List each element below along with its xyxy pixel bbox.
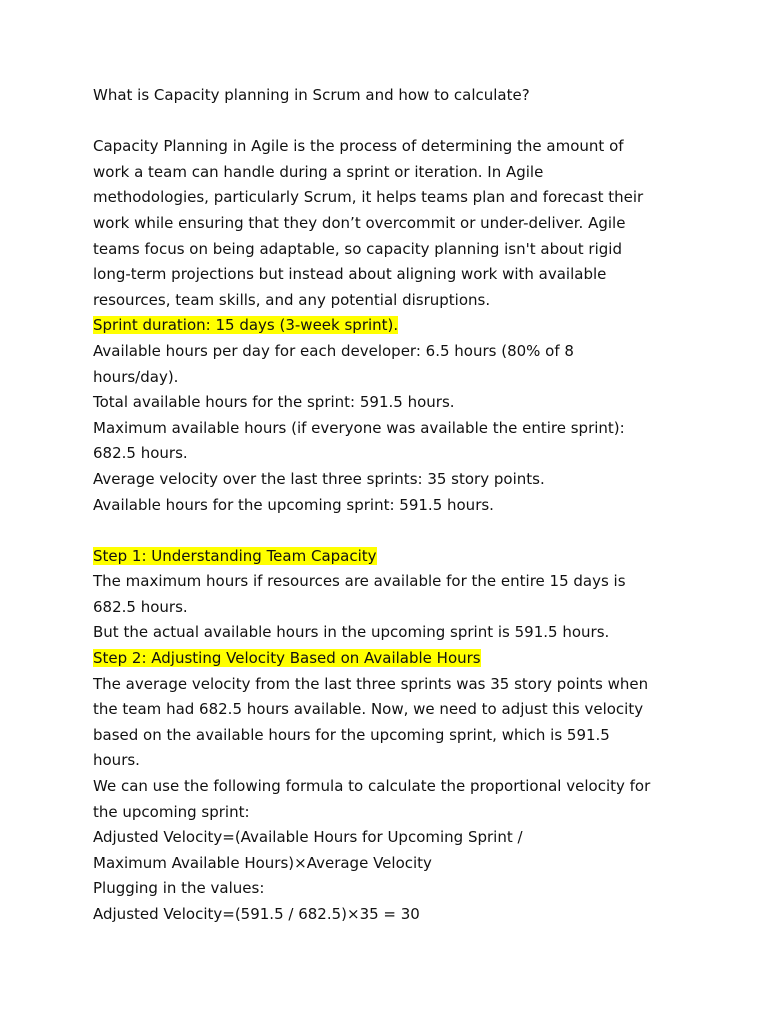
fact-line: 682.5 hours. bbox=[93, 444, 188, 463]
step2-line: the upcoming sprint: bbox=[93, 802, 250, 821]
step2-heading: Step 2: Adjusting Velocity Based on Available Hours bbox=[93, 649, 481, 668]
step1-body bbox=[93, 569, 693, 646]
step2-line: The average velocity from the last three sprints was 35 story points when bbox=[93, 674, 649, 693]
step1-line: 682.5 hours. bbox=[93, 597, 188, 616]
sprint-duration-line bbox=[93, 313, 693, 339]
fact-line: hours/day). bbox=[93, 367, 179, 386]
intro-line: Capacity Planning in Agile is the process of determining the amount of bbox=[93, 137, 624, 156]
fact-line: Available hours for the upcoming sprint: 591.5 hours. bbox=[93, 495, 494, 514]
step2-line: We can use the following formula to calculate the proportional velocity for bbox=[93, 777, 651, 796]
fact-line: Average velocity over the last three sprints: 35 story points. bbox=[93, 469, 545, 488]
formula-line: Adjusted Velocity=(Available Hours for Upcoming Sprint / bbox=[93, 828, 523, 847]
formula-result-line: Adjusted Velocity=(591.5 / 682.5)×35 = 30 bbox=[93, 905, 420, 923]
step2-line: hours. bbox=[93, 751, 140, 770]
intro-line: long-term projections but instead about aligning work with available bbox=[93, 265, 607, 284]
blank-line bbox=[93, 109, 693, 135]
step2-heading-line bbox=[93, 646, 693, 672]
step1-heading-line bbox=[93, 544, 693, 570]
step2-line: based on the available hours for the upcoming sprint, which is 591.5 bbox=[93, 725, 610, 744]
intro-paragraph bbox=[93, 134, 693, 313]
step1-line: The maximum hours if resources are available for the entire 15 days is bbox=[93, 572, 626, 591]
sprint-facts bbox=[93, 339, 693, 518]
sprint-duration-highlight: Sprint duration: 15 days (3-week sprint). bbox=[93, 316, 399, 335]
intro-line: work a team can handle during a sprint or iteration. In Agile bbox=[93, 162, 544, 181]
fact-line: Total available hours for the sprint: 591.5 hours. bbox=[93, 393, 455, 412]
blank-line bbox=[93, 518, 693, 544]
step1-line: But the actual available hours in the upcoming sprint is 591.5 hours. bbox=[93, 623, 610, 642]
fact-line: Available hours per day for each developer: 6.5 hours (80% of 8 bbox=[93, 341, 574, 360]
document-title: What is Capacity planning in Scrum and how to calculate? bbox=[93, 86, 530, 104]
intro-line: resources, team skills, and any potential disruptions. bbox=[93, 290, 491, 309]
formula-line: Maximum Available Hours)×Average Velocity bbox=[93, 853, 432, 872]
intro-line: work while ensuring that they don’t overcommit or under-deliver. Agile bbox=[93, 213, 626, 232]
step2-line: the team had 682.5 hours available. Now, we need to adjust this velocity bbox=[93, 700, 644, 719]
fact-line: Maximum available hours (if everyone was available the entire sprint): bbox=[93, 418, 625, 437]
step1-heading: Step 1: Understanding Team Capacity bbox=[93, 546, 377, 565]
step2-body bbox=[93, 672, 693, 928]
intro-line: methodologies, particularly Scrum, it helps teams plan and forecast their bbox=[93, 188, 644, 207]
intro-line: teams focus on being adaptable, so capacity planning isn't about rigid bbox=[93, 239, 622, 258]
step2-line: Plugging in the values: bbox=[93, 879, 265, 898]
document-page bbox=[93, 83, 693, 928]
